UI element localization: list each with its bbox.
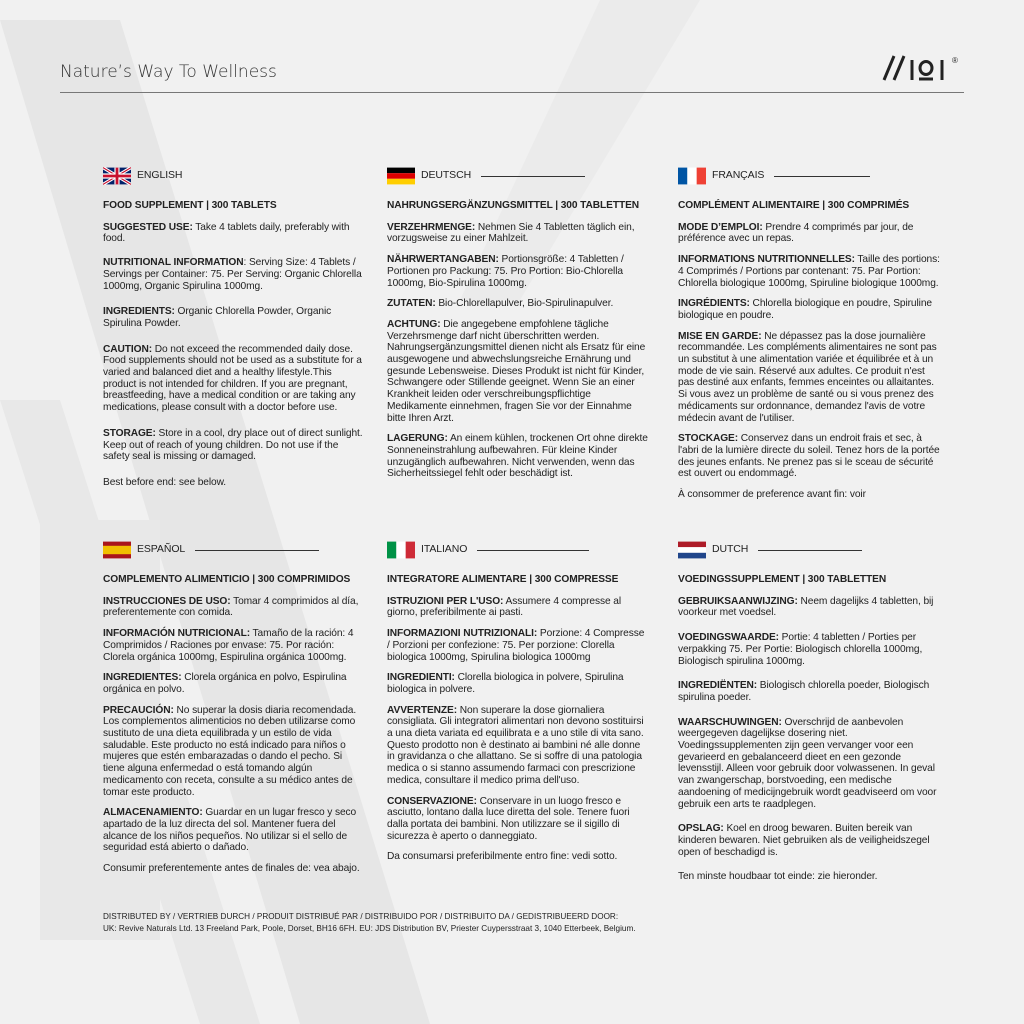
paragraph-text: Porzione: 4 Compresse / Porzioni per confezione: 75. Per porzione: Clorella biologica 1000mg, Spirulina biologica 1000mg [387,628,645,663]
paragraph-label: CAUTION: [103,343,152,355]
paragraph-label: MISE EN GARDE: [678,330,762,342]
info-paragraph [387,596,649,619]
info-paragraph [103,705,365,799]
info-paragraph [678,433,940,480]
paragraph-text: Do not exceed the recommended daily dose. Food supplements should not be used as a substitute for a varied and balanced diet and a healthy lifestyle.This product is not intended for children. If you are pregnant, breastfeeding, have a medical condition or are taking any medications, please consult with a doctor before use. [103,343,362,414]
paragraph-text: Portionsgröße: 4 Tabletten / Portionen pro Packung: 75. Pro Portion: Bio-Chlorella 1000mg, Bio-Spirulina 1000mg. [387,254,624,289]
product-title: FOOD SUPPLEMENT | 300 TABLETS [103,200,277,211]
info-paragraph [103,672,365,695]
product-title: INTEGRATORE ALIMENTARE | 300 COMPRESSE [387,574,619,585]
paragraph-text: Consumir preferentemente antes de finales de: vea abajo. [103,863,360,875]
paragraph-text: Take 4 tablets daily, preferably with food. [103,221,350,245]
info-paragraph [678,489,940,501]
info-paragraph [387,628,649,663]
language-label: ESPAÑOL [137,543,186,556]
paragraph-label: INGREDIENTS: [103,306,175,318]
paragraph-text: Biologisch chlorella poeder, Biologisch spirulina poeder. [678,680,930,703]
paragraph-label: VOEDINGSWAARDE: [678,632,779,644]
distributor-addresses: UK: Revive Naturals Ltd. 13 Freeland Park, Poole, Dorset, BH16 6FH. EU: JDS Distribution BV, Priester Cuypersstraat 3, 1040 Etterbeek, Belgium. [103,924,636,933]
language-header [678,166,940,186]
info-paragraph [387,254,649,289]
svg-text:®: ® [952,56,958,65]
info-paragraph [678,298,940,321]
language-label: ENGLISH [137,169,183,182]
spain-flag-icon [103,541,131,559]
paragraph-text: Prendre 4 comprimés par jour, de préférence avec un repas. [678,221,914,245]
language-label: DUTCH [712,543,749,556]
product-title: VOEDINGSSUPPLEMENT | 300 TABLETTEN [678,574,887,585]
paragraph-label: ACHTUNG: [387,318,441,330]
paragraph-label: INGREDIENTES: [103,672,182,684]
info-paragraph [678,331,940,425]
info-paragraph [387,796,649,843]
info-paragraph [103,807,365,854]
paragraph-label: STORAGE: [103,427,156,439]
language-header [103,166,365,186]
uk-flag-icon [103,167,131,185]
info-paragraph [678,254,940,289]
header-divider [60,92,964,93]
section-espanol [103,540,365,884]
product-title: COMPLÉMENT ALIMENTAIRE | 300 COMPRIMÉS [678,200,910,211]
language-header [103,540,365,560]
divider [758,550,862,551]
info-paragraph [387,298,649,310]
paragraph-label: STOCKAGE: [678,433,739,445]
paragraph-label: NUTRITIONAL INFORMATION [103,257,244,269]
info-paragraph [387,672,649,695]
language-header [678,540,940,560]
section-italiano [387,540,649,872]
paragraph-text: An einem kühlen, trockenen Ort ohne direkte Sonneneinstrahlung aufbewahren. Für kleine Kinder unzugänglich aufbewahren. Nicht verwenden, wenn das Sicherheitssiegel fehlt oder beschädigt ist. [387,433,648,480]
paragraph-label: INSTRUCCIONES DE USO: [103,595,231,607]
divider [195,550,319,551]
header-tagline: Nature’s Way To Wellness [60,62,277,82]
paragraph-label: NÄHRWERTANGABEN: [387,254,499,266]
paragraph-text: Tomar 4 comprimidos al día, preferentemente con comida. [103,595,359,619]
info-paragraph [387,222,649,245]
info-paragraph [103,477,365,489]
paragraph-text: Non superare la dose giornaliera consigliata. Gli integratori alimentari non devono sostituirsi a una dieta variata ed equilibrata e a uno stile di vita sano. Questo prodotto non è destinato ai bambini né alle donne in gravidanza o che allattano. Se si soffre di una patologia medica o si stanno assumendo farmaci con prescrizione medica, consultare il medico prima dell'uso. [387,704,644,786]
paragraph-text: Store in a cool, dry place out of direct sunlight. Keep out of reach of young children. Do not use if the safety seal is missing or damaged. [103,427,363,463]
netherlands-flag-icon [678,541,706,559]
paragraph-label: ISTRUZIONI PER L'USO: [387,595,504,607]
paragraph-text: Ten minste houdbaar tot einde: zie hieronder. [678,871,878,883]
paragraph-text: Best before end: see below. [103,476,227,488]
language-label: DEUTSCH [421,169,472,182]
paragraph-text: Neem dagelijks 4 tabletten, bij voorkeur met voedsel. [678,595,934,619]
section-english [103,166,365,498]
paragraph-label: CONSERVAZIONE: [387,795,477,807]
info-paragraph [678,596,940,619]
info-paragraph [678,823,940,858]
info-paragraph [103,863,365,875]
info-paragraph [103,628,365,663]
italy-flag-icon [387,541,415,559]
section-francais [678,166,940,510]
paragraph-text: Nehmen Sie 4 Tabletten täglich ein, vorzugsweise zu einer Mahlzeit. [387,221,635,245]
divider [481,176,585,177]
france-flag-icon [678,167,706,185]
language-label: ITALIANO [421,543,468,556]
info-paragraph [103,596,365,619]
paragraph-label: ALMACENAMIENTO: [103,807,203,819]
paragraph-text: Clorela orgánica en polvo, Espirulina orgánica en polvo. [103,672,347,695]
divider [774,176,870,177]
paragraph-text: Overschrijd de aanbevolen weergegeven dagelijkse dosering niet. Voedingssupplementen zijn geen vervanger voor een gevarieerd en gebalanceerd dieet en een gezonde levensstijl. Alleen voor gebruik door volwassenen. In geval van zwangerschap, borstvoeding, een medische aandoening of medicijngebruik wordt geadviseerd om voor gebruik een arts te raadplegen. [678,716,937,810]
paragraph-text: Assumere 4 compresse al giorno, preferibilmente ai pasti. [387,595,621,619]
info-paragraph [387,433,649,480]
info-paragraph [387,851,649,863]
paragraph-label: INFORMATIONS NUTRITIONNELLES: [678,254,855,266]
distribution-footer [103,911,983,935]
paragraph-label: MODE D’EMPLOI: [678,221,763,233]
paragraph-text: Taille des portions: 4 Comprimés / Portions par contenant: 75. Par Portion: Chlorella biologique 1000mg, Spiruline biologique 1000mg. [678,254,940,289]
language-header [387,166,649,186]
paragraph-text: : Serving Size: 4 Tablets / Servings per Container: 75. Per Serving: Organic Chlorella 1000mg, Organic Spirulina 1000mg. [103,257,362,292]
paragraph-label: INGRÉDIENTS: [678,298,750,310]
info-paragraph [103,344,365,414]
section-deutsch [387,166,649,489]
paragraph-label: OPSLAG: [678,823,724,835]
paragraph-text: Clorella biologica in polvere, Spirulina biologica in polvere. [387,672,624,695]
language-label: FRANÇAIS [712,169,765,182]
paragraph-label: LAGERUNG: [387,433,448,445]
info-paragraph [678,871,940,883]
paragraph-label: SUGGESTED USE: [103,221,193,233]
section-dutch [678,540,940,892]
info-paragraph [678,680,940,703]
paragraph-text: À consommer de preference avant fin: voir [678,489,866,501]
paragraph-text: Portie: 4 tabletten / Porties per verpakking 75. Per Portie: Biologisch chlorella 1000mg, Biologisch spirulina 1000mg. [678,632,923,667]
info-paragraph [387,705,649,787]
paragraph-label: INFORMACIÓN NUTRICIONAL: [103,628,251,640]
paragraph-label: ZUTATEN: [387,298,436,310]
paragraph-text: Da consumarsi preferibilmente entro fine: vedi sotto. [387,851,618,863]
paragraph-label: GEBRUIKSAANWIJZING: [678,595,798,607]
paragraph-text: Conservez dans un endroit frais et sec, à l'abri de la lumière directe du soleil. Tenez hors de la portée des jeunes enfants. Ne prenez pas si le sceau de sécurité est ouvert ou endommagé. [678,433,940,480]
info-paragraph [678,717,940,811]
paragraph-text: Conservare in un luogo fresco e asciutto, lontano dalla luce diretta del sole. Tenere fuori dalla portata dei bambini. Non utilizzare se il sigillo di sicurezza è aperto o danneggiato. [387,795,630,842]
paragraph-text: Tamaño de la ración: 4 Comprimidos / Raciones por envase: 75. Por ración: Clorela orgánica 1000mg, Espirulina orgánica 1000mg. [103,628,354,663]
language-header [387,540,649,560]
info-paragraph [103,306,365,329]
paragraph-text: Organic Chlorella Powder, Organic Spirulina Powder. [103,306,332,329]
paragraph-label: VERZEHRMENGE: [387,221,476,233]
info-paragraph [103,428,365,463]
paragraph-label: AVVERTENZE: [387,704,458,716]
germany-flag-icon [387,167,415,185]
product-title: COMPLEMENTO ALIMENTICIO | 300 COMPRIMIDOS [103,574,351,585]
divider [477,550,589,551]
paragraph-label: WAARSCHUWINGEN: [678,716,782,728]
paragraph-text: Bio-Chlorellapulver, Bio-Spirulinapulver. [435,298,614,310]
paragraph-text: Ne dépassez pas la dose journalière recommandée. Les compléments alimentaires ne sont pas un substitut à une alimentation variée et équilibrée et à un mode de vie sain. Réservé aux adultes. Ce produit n'est pas destiné aux enfants, femmes enceintes ou allaitantes. Si vous avez un problème de santé ou si vous prenez des médicaments sur ordonnance, demandez l'avis de votre médecin avant de l'utiliser. [678,330,937,424]
info-paragraph [103,222,365,245]
paragraph-label: PRECAUCIÓN: [103,704,174,716]
paragraph-text: Guardar en un lugar fresco y seco apartado de la luz directa del sol. Mantener fuera del alcance de los niños pequeños. No utilizar si el sello de seguridad está abierto o dañado. [103,807,357,854]
info-paragraph [678,632,940,667]
info-paragraph [678,222,940,245]
paragraph-text: Die angegebene empfohlene tägliche Verzehrsmenge darf nicht überschritten werden. Nahrungsergänzungsmittel dienen nicht als Ersatz für eine ausgewogene und abwechslungsreiche Ernährung und gesunde Lebensweise. Dieses Produkt ist nicht für Kinder, Schwangere oder Stillende geeignet. Wenn Sie an einer Krankheit leiden oder verschreibungspflichtige Medikamente einnehmen, fragen Sie vor der Einnahme bitte Ihren Arzt. [387,318,646,424]
info-paragraph [103,257,365,292]
paragraph-label: INGREDIËNTEN: [678,680,758,692]
paragraph-text: Koel en droog bewaren. Buiten bereik van kinderen bewaren. Niet gebruiken als de veiligheidszegel open of beschadigd is. [678,823,930,858]
paragraph-text: No superar la dosis diaria recomendada. Los complementos alimenticios no deben utilizarse como sustituto de una dieta equilibrada y un estilo de vida saludable. Este producto no está indicado para niños o mujeres que estén embarazadas o dando el pecho. Si tiene alguna enfermedad o está tomando algún medicamento con receta, consulte a su médico antes de tomar este producto. [103,704,357,798]
brand-logo [882,54,964,87]
paragraph-text: Chlorella biologique en poudre, Spiruline biologique en poudre. [678,298,932,321]
paragraph-label: INGREDIENTI: [387,672,455,684]
distributed-by-label: DISTRIBUTED BY / VERTRIEB DURCH / PRODUIT DISTRIBUÉ PAR / DISTRIBUIDO POR / DISTRIBUITO DA / GEDISTRIBUEERD DOOR: [103,912,619,921]
product-title: NAHRUNGSERGÄNZUNGSMITTEL | 300 TABLETTEN [387,200,640,211]
info-paragraph [387,319,649,424]
paragraph-label: INFORMAZIONI NUTRIZIONALI: [387,628,538,640]
